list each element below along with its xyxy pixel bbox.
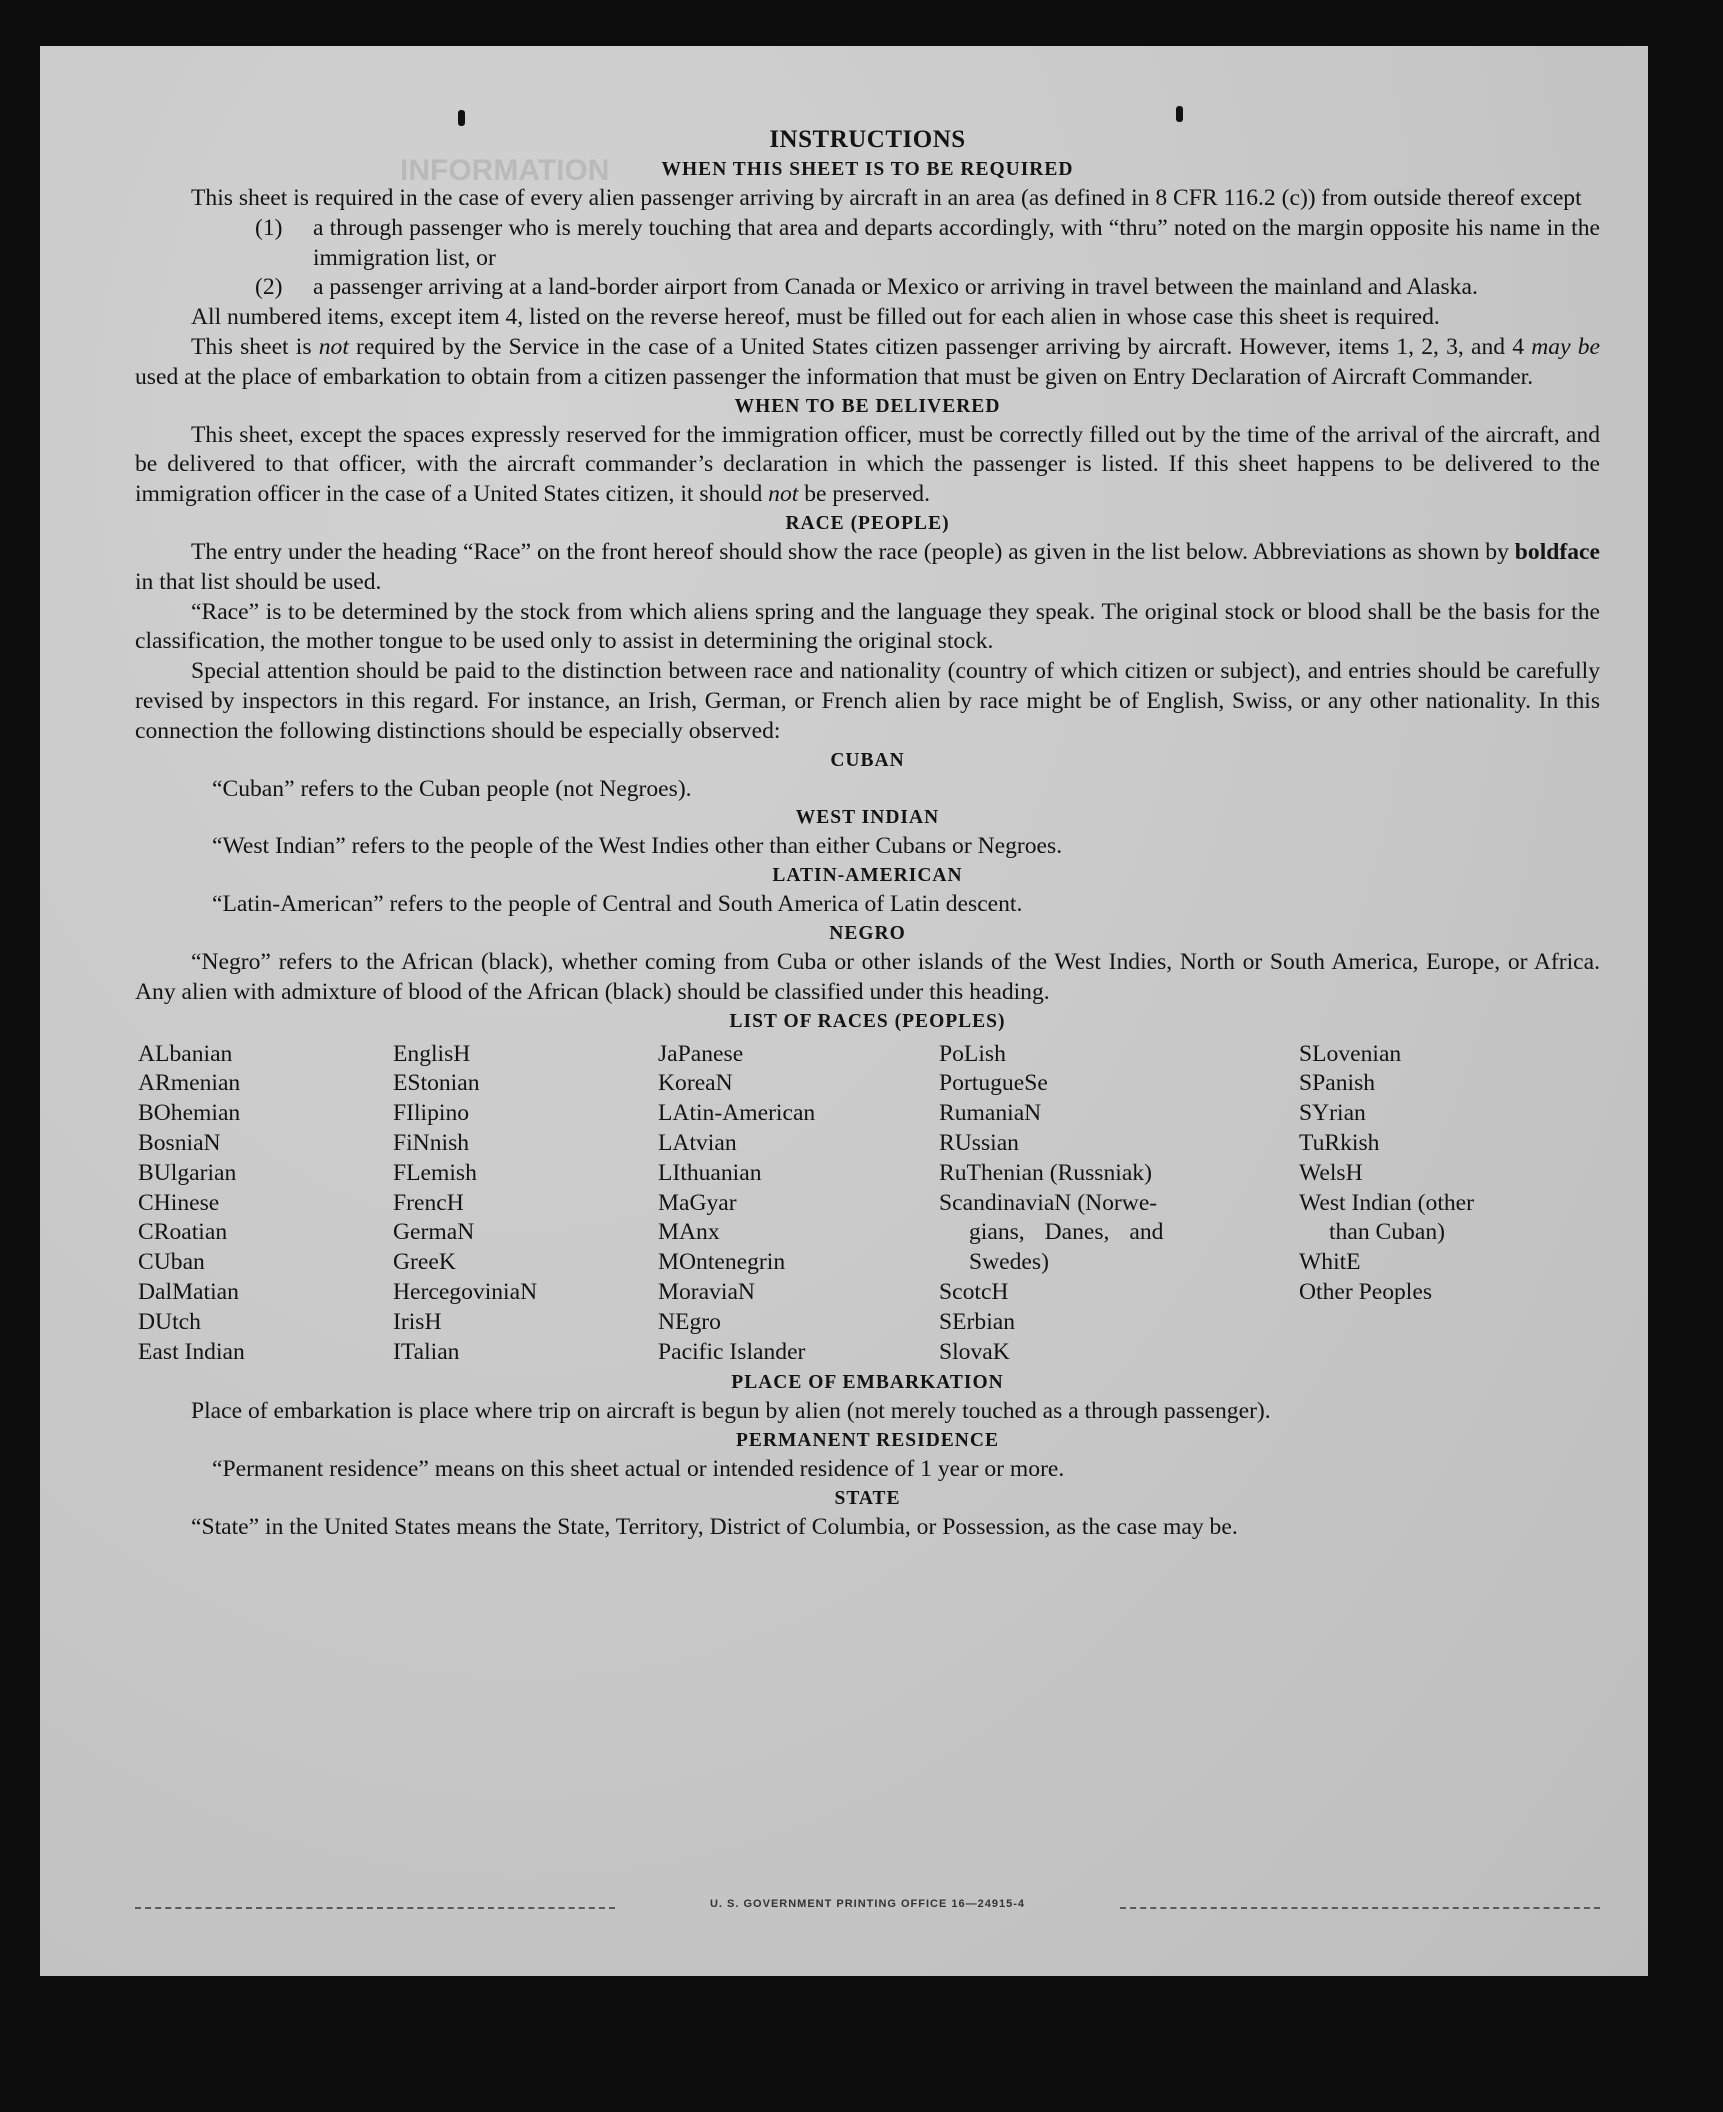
race-list-item: PoLish xyxy=(939,1040,1006,1067)
punch-mark-right xyxy=(1176,106,1183,122)
section-heading-race: RACE (PEOPLE) xyxy=(785,512,950,534)
race-list-item: MaGyar xyxy=(658,1189,737,1216)
race-list-item: FrencH xyxy=(393,1189,464,1216)
section-heading-negro: NEGRO xyxy=(829,922,906,944)
race-list-item: LAtvian xyxy=(658,1129,737,1156)
race-list-item: ARmenian xyxy=(138,1070,241,1097)
numbered-items-paragraph: All numbered items, except item 4, listed on the reverse hereof, must be filled out for each alien in whose case this sheet is required. xyxy=(191,304,1440,331)
race-list-item: HercegoviniaN xyxy=(393,1278,538,1305)
citizen-paragraph: This sheet is not required by the Service in the case of a United States citizen passenger arriving by aircraft. However, items 1, 2, 3, and 4 may be used at the place of embarkation to obtain from a citizen passenger the information that must be given on Entry Declaration of Aircraft Commander. xyxy=(135,333,1600,390)
exception-item-1 xyxy=(135,214,1600,274)
document-sheet xyxy=(40,46,1648,1976)
race-list-item: TuRkish xyxy=(1299,1129,1380,1156)
race-list-item: Other Peoples xyxy=(1299,1278,1433,1305)
race-list-item: CHinese xyxy=(138,1189,220,1216)
required-intro: This sheet is required in the case of every alien passenger arriving by aircraft in an area (as defined in 8 CFR 116.2 (c)) from outside thereof except xyxy=(191,185,1582,211)
race-list-item: West Indian (other xyxy=(1299,1189,1474,1216)
section-heading-embarkation: PLACE OF EMBARKATION xyxy=(731,1372,1004,1394)
bleed-through-heading: INFORMATION xyxy=(400,154,610,187)
race-list-item: ALbanian xyxy=(138,1040,233,1067)
footer xyxy=(135,1898,1600,1918)
race-list-item: WelsH xyxy=(1299,1159,1363,1186)
section-heading-west-indian: WEST INDIAN xyxy=(795,807,940,829)
race-list-item: MAnx xyxy=(658,1219,720,1246)
race-list-item: FIlipino xyxy=(393,1100,470,1127)
race-list-item: CRoatian xyxy=(138,1219,228,1246)
section-heading-list-of-races: LIST OF RACES (PEOPLES) xyxy=(729,1010,1006,1032)
race-column-4 xyxy=(939,1040,1229,1368)
section-heading-cuban: CUBAN xyxy=(830,749,905,771)
permanent-residence-definition: “Permanent residence” means on this sheet actual or intended residence of 1 year or more. xyxy=(212,1456,1065,1483)
item-text: a passenger arriving at a land-border airport from Canada or Mexico or arriving in travel between the mainland and Alaska. xyxy=(313,274,1478,301)
race-list-item: DUtch xyxy=(138,1308,201,1335)
race-list-item: East Indian xyxy=(138,1338,245,1365)
section-heading-delivered: WHEN TO BE DELIVERED xyxy=(734,395,1001,417)
race-paragraph-3: Special attention should be paid to the distinction between race and nationality (country of which citizen or subject), and entries should be carefully revised by inspectors in this regard. For instance, an Irish, German, or French alien by race might be of English, Swiss, or any other nationality. In this connection the following distinctions should be especially observed: xyxy=(135,658,1600,744)
race-list-item: ScotcH xyxy=(939,1278,1009,1305)
west-indian-definition: “West Indian” refers to the people of the West Indies other than either Cubans or Negroes. xyxy=(212,833,1063,860)
delivered-paragraph: This sheet, except the spaces expressly reserved for the immigration officer, must be correctly filled out by the time of the arrival of the aircraft, and be delivered to that officer, with the aircraft commander’s declaration in which the passenger is listed. If this sheet happens to be delivered to the immigration officer in the case of a United States citizen, it should not be preserved. xyxy=(135,421,1600,508)
race-list-item: SYrian xyxy=(1299,1100,1366,1127)
list-of-races xyxy=(135,1040,1600,1368)
item-text: a through passenger who is merely touching that area and departs accordingly, with “thru” noted on the margin opposite his name in the immigration list, or xyxy=(313,214,1600,271)
race-column-5 xyxy=(1229,1040,1579,1368)
race-list-item: LIthuanian xyxy=(658,1159,762,1186)
race-list-item: MoraviaN xyxy=(658,1278,755,1305)
race-list-item: EStonian xyxy=(393,1070,480,1097)
state-definition: “State” in the United States means the State, Territory, District of Columbia, or Possession, as the case may be. xyxy=(191,1513,1238,1540)
race-list-item: GreeK xyxy=(393,1249,456,1276)
race-list-item: IrisH xyxy=(393,1308,442,1335)
race-list-item: PortugueSe xyxy=(939,1070,1048,1097)
race-list-item: RUssian xyxy=(939,1129,1019,1156)
race-list-item: RuThenian (Russniak) xyxy=(939,1159,1152,1186)
race-list-item-continued: Swedes) xyxy=(969,1249,1049,1276)
race-list-item: KoreaN xyxy=(658,1070,733,1097)
race-list-item: BUlgarian xyxy=(138,1159,237,1186)
item-number: (1) xyxy=(255,214,283,241)
race-list-item: SlovaK xyxy=(939,1338,1010,1365)
race-list-item: FiNnish xyxy=(393,1129,470,1156)
race-paragraph-1: The entry under the heading “Race” on the front hereof should show the race (people) as given in the list below. Abbreviations as shown by boldface in that list should be used. xyxy=(135,538,1600,595)
race-list-item: MOntenegrin xyxy=(658,1249,786,1276)
section-heading-state: STATE xyxy=(834,1487,901,1509)
footer-rule-right xyxy=(1120,1907,1600,1909)
race-list-item: ITalian xyxy=(393,1338,460,1365)
race-list-item: SErbian xyxy=(939,1308,1016,1335)
race-list-item: SLovenian xyxy=(1299,1040,1402,1067)
race-list-item: FLemish xyxy=(393,1159,477,1186)
race-list-item-continued: than Cuban) xyxy=(1329,1219,1445,1246)
race-paragraph-2: “Race” is to be determined by the stock from which aliens spring and the language they speak. The original stock or blood shall be the basis for the classification, the mother tongue to be used only to assist in determining the original stock. xyxy=(135,598,1600,655)
race-list-item: BosniaN xyxy=(138,1129,221,1156)
race-list-item: RumaniaN xyxy=(939,1100,1042,1127)
page-title: INSTRUCTIONS xyxy=(769,126,966,153)
race-list-item: JaPanese xyxy=(658,1040,744,1067)
cuban-definition: “Cuban” refers to the Cuban people (not Negroes). xyxy=(212,775,692,802)
race-list-item: EnglisH xyxy=(393,1040,471,1067)
section-heading-latin-american: LATIN-AMERICAN xyxy=(772,865,963,887)
race-list-item: Pacific Islander xyxy=(658,1338,806,1365)
section-heading-permanent-residence: PERMANENT RESIDENCE xyxy=(736,1430,999,1452)
embarkation-definition: Place of embarkation is place where trip on aircraft is begun by alien (not merely touched as a through passenger). xyxy=(191,1398,1271,1425)
race-list-item: SPanish xyxy=(1299,1070,1376,1097)
section-heading-required: WHEN THIS SHEET IS TO BE REQUIRED xyxy=(661,159,1074,180)
race-column-3 xyxy=(658,1040,939,1368)
race-column-2 xyxy=(393,1040,658,1368)
exception-item-2 xyxy=(135,273,1600,303)
race-list-item: LAtin-American xyxy=(658,1100,816,1127)
printing-office-imprint: U. S. GOVERNMENT PRINTING OFFICE 16—24915-4 xyxy=(709,1898,1025,1910)
race-list-item: DalMatian xyxy=(138,1278,239,1305)
race-list-item-continued: gians, Danes, and xyxy=(969,1219,1164,1246)
negro-definition: “Negro” refers to the African (black), whether coming from Cuba or other islands of the West Indies, North or South America, Europe, or Africa. Any alien with admixture of blood of the African (black) should be classified under this heading. xyxy=(135,948,1600,1005)
race-list-item: BOhemian xyxy=(138,1100,241,1127)
race-list-item: GermaN xyxy=(393,1219,475,1246)
race-list-item: WhitE xyxy=(1299,1249,1361,1276)
race-column-1 xyxy=(135,1040,393,1368)
race-list-item: ScandinaviaN (Norwe- xyxy=(939,1189,1158,1216)
race-list-item: NEgro xyxy=(658,1308,721,1335)
item-number: (2) xyxy=(255,274,283,301)
race-list-item: CUban xyxy=(138,1249,205,1276)
instructions-content xyxy=(135,124,1600,1543)
latin-american-definition: “Latin-American” refers to the people of Central and South America of Latin descent. xyxy=(212,891,1023,918)
